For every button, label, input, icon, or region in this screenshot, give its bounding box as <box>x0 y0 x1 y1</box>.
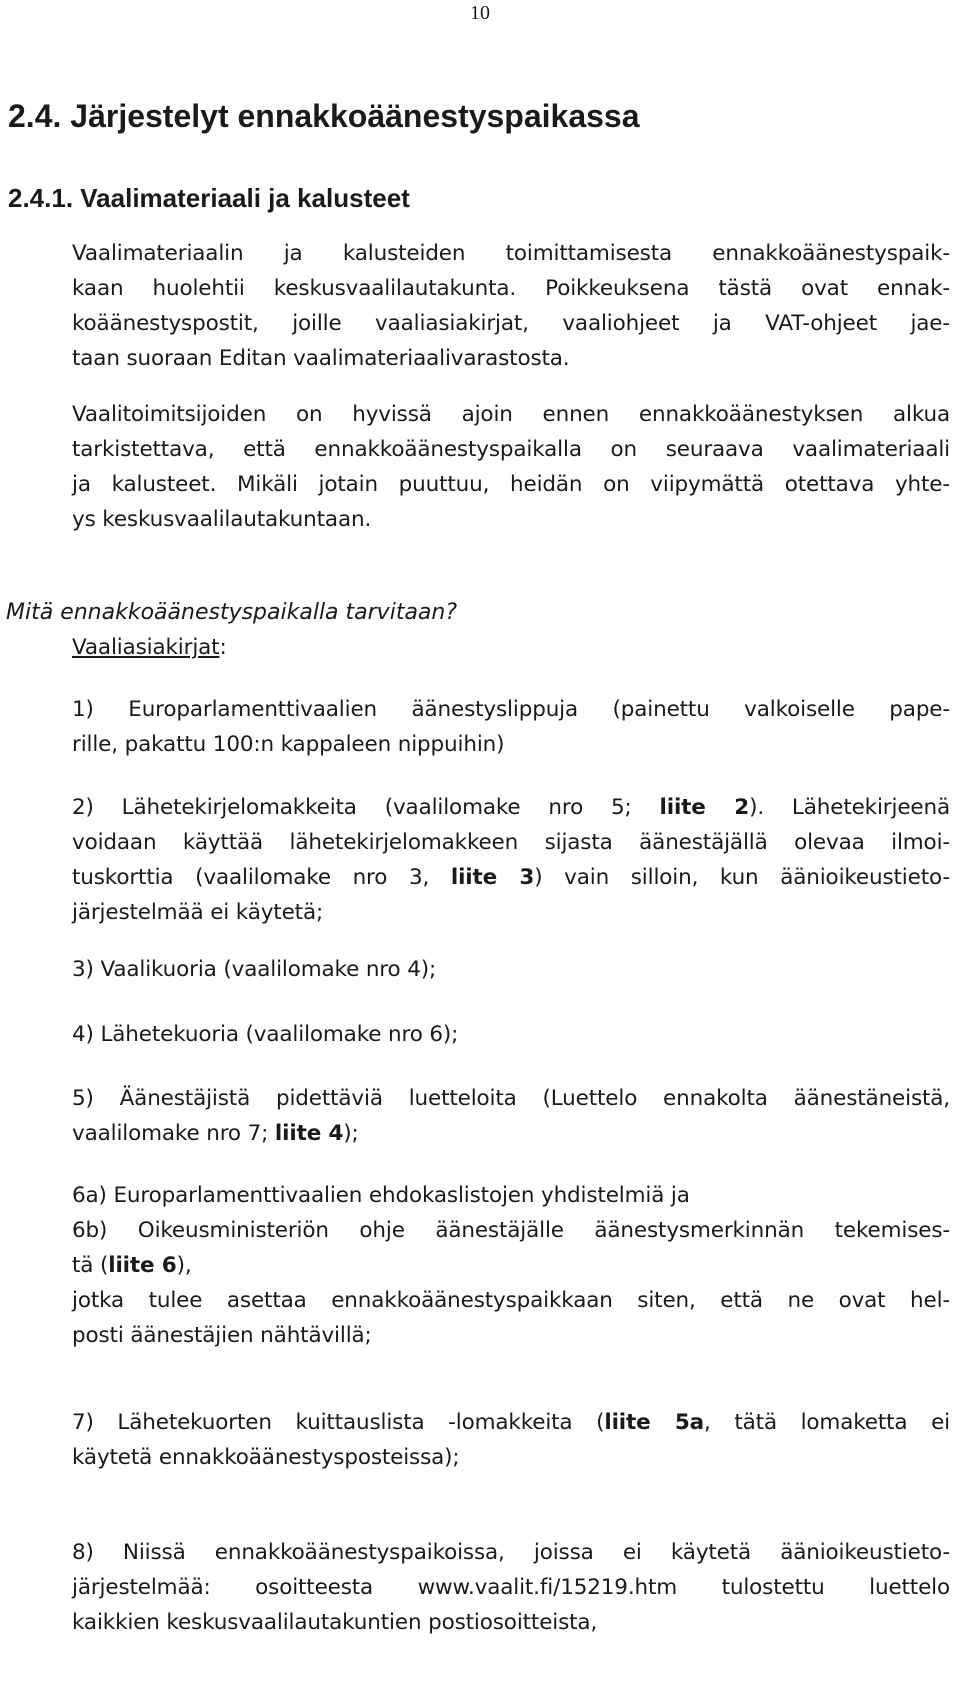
text-line: järjestelmää ei käytetä; <box>72 900 324 925</box>
text-fragment: ) vain silloin, kun äänioikeustieto- <box>534 865 950 890</box>
text-fragment: tuskorttia (vaalilomake nro 3, <box>72 865 451 890</box>
text-fragment: tä ( <box>72 1253 109 1278</box>
text-line: 6b) Oikeusministeriön ohje äänestäjälle äänestysmerkinnän tekemises- <box>72 1218 950 1243</box>
text-line: ys keskusvaalilautakuntaan. <box>72 507 372 532</box>
text-line: 8) Niissä ennakkoäänestyspaikoissa, joissa ei käytetä äänioikeustieto- <box>72 1540 950 1565</box>
text-line: kaikkien keskusvaalilautakuntien postiosoitteista, <box>72 1610 598 1635</box>
text-line: Vaalimateriaalin ja kalusteiden toimittamisesta ennakkoäänestyspaik- <box>72 241 950 266</box>
text-line: 3) Vaalikuoria (vaalilomake nro 4); <box>72 957 437 982</box>
list-item-2 <box>72 790 950 930</box>
text-line: 1) Europarlamenttivaalien äänestyslippuja (painettu valkoiselle pape- <box>72 697 950 722</box>
appendix-ref: liite 6 <box>108 1253 177 1278</box>
list-item-3 <box>72 952 950 987</box>
text-line: 4) Lähetekuoria (vaalilomake nro 6); <box>72 1022 459 1047</box>
appendix-ref: liite 4 <box>274 1121 344 1146</box>
text-line: järjestelmää: osoitteesta www.vaalit.fi/15219.htm tulostettu luettelo <box>72 1575 950 1600</box>
list-item-1 <box>72 692 950 762</box>
question-heading: Mitä ennakkoäänestyspaikalla tarvitaan? <box>6 600 458 625</box>
list-item-7 <box>72 1405 950 1475</box>
page-number: 10 <box>470 2 490 24</box>
text-fragment: ), <box>176 1253 192 1278</box>
text-line: taan suoraan Editan vaalimateriaalivarastosta. <box>72 346 570 371</box>
list-item-8 <box>72 1535 950 1640</box>
list-item-5 <box>72 1081 950 1151</box>
appendix-ref: liite 5a <box>604 1410 705 1435</box>
text-line: 5) Äänestäjistä pidettäviä luetteloita (Luettelo ennakolta äänestäneistä, <box>72 1086 950 1111</box>
text-line: käytetä ennakkoäänestysposteissa); <box>72 1445 460 1470</box>
text-fragment: ); <box>343 1121 359 1146</box>
list-item-6 <box>72 1178 950 1353</box>
check-paragraph <box>72 397 950 537</box>
appendix-ref: liite 3 <box>450 865 535 890</box>
text-fragment: vaalilomake nro 7; <box>72 1121 275 1146</box>
text-line: jotka tulee asettaa ennakkoäänestyspaikkaan siten, että ne ovat hel- <box>72 1288 950 1313</box>
text-line: tarkistettava, että ennakkoäänestyspaikalla on seuraava vaalimateriaali <box>72 437 950 462</box>
section-title: 2.4. Järjestelyt ennakkoäänestyspaikassa <box>8 98 640 134</box>
appendix-ref: liite 2 <box>659 795 750 820</box>
text-line: Vaalitoimitsijoiden on hyvissä ajoin ennen ennakkoäänestyksen alkua <box>72 402 950 427</box>
text-line: rille, pakattu 100:n kappaleen nippuihin) <box>72 732 505 757</box>
list-item-4 <box>72 1017 950 1052</box>
subsection-title: 2.4.1. Vaalimateriaali ja kalusteet <box>8 183 410 213</box>
documents-label-colon: : <box>219 635 227 660</box>
documents-label-text: Vaaliasiakirjat <box>72 635 220 660</box>
intro-paragraph <box>72 236 950 376</box>
text-line: 6a) Europarlamenttivaalien ehdokaslistojen yhdistelmiä ja <box>72 1183 690 1208</box>
documents-label <box>72 630 950 665</box>
text-line: voidaan käyttää lähetekirjelomakkeen sijasta äänestäjällä olevaa ilmoi- <box>72 830 950 855</box>
text-fragment: 2) Lähetekirjelomakkeita (vaalilomake nro 5; <box>72 795 660 820</box>
text-line: kaan huolehtii keskusvaalilautakunta. Poikkeuksena tästä ovat ennak- <box>72 276 950 301</box>
text-fragment: 7) Lähetekuorten kuittauslista -lomakkeita ( <box>72 1410 605 1435</box>
text-fragment: ). Lähetekirjeenä <box>749 795 950 820</box>
text-line: posti äänestäjien nähtävillä; <box>72 1323 372 1348</box>
text-fragment: , tätä lomaketta ei <box>704 1410 950 1435</box>
text-line: ja kalusteet. Mikäli jotain puuttuu, heidän on viipymättä otettava yhte- <box>72 472 950 497</box>
text-line: koäänestyspostit, joille vaaliasiakirjat, vaaliohjeet ja VAT-ohjeet jae- <box>72 311 950 336</box>
